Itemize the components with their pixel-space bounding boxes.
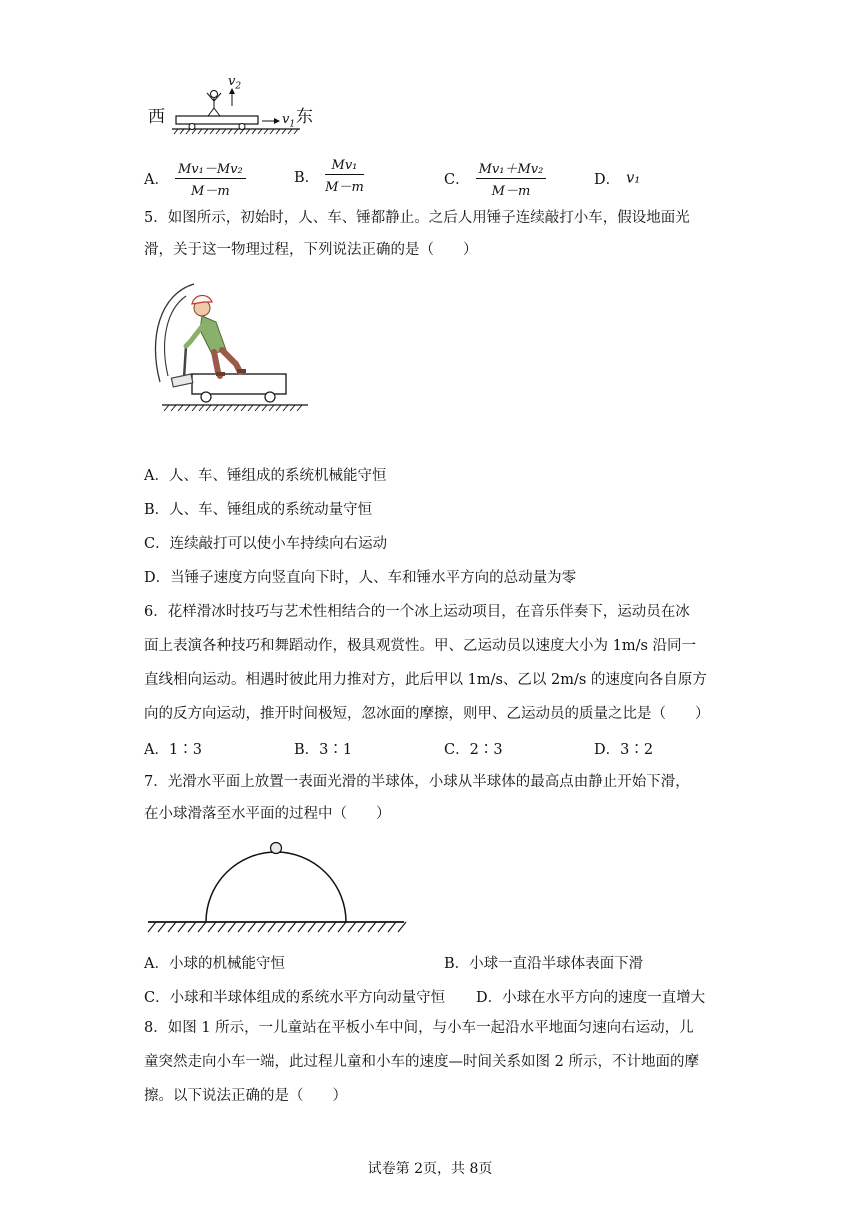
q5-hammer-cart-diagram [146, 280, 316, 415]
q6-option-d[interactable]: D．3∶2 [594, 742, 654, 758]
q5-option-b[interactable]: B．人、车、锤组成的系统动量守恒 [144, 502, 373, 518]
q5-figure [146, 280, 316, 415]
q6-stem-line-1: 6．花样滑冰时技巧与艺术性相结合的一个冰上运动项目，在音乐伴奏下，运动员在冰 [144, 604, 690, 620]
q5-option-c[interactable]: C．连续敲打可以使小车持续向右运动 [144, 536, 388, 552]
q5-stem-line-1: 5．如图所示，初始时，人、车、锤都静止。之后人用锤子连续敲打小车，假设地面光 [144, 210, 690, 226]
q6-stem-line-3: 直线相向运动。相遇时彼此用力推对方，此后甲以 1m/s、乙以 2m/s 的速度向各自原方 [144, 672, 707, 688]
q7-stem-line-2: 在小球滑落至水平面的过程中（ ） [144, 806, 391, 822]
q6-option-b[interactable]: B．3∶1 [294, 742, 353, 758]
q6-option-c[interactable]: C．2∶3 [444, 742, 503, 758]
q4-figure [140, 74, 330, 138]
q7-stem-line-1: 7．光滑水平面上放置一表面光滑的半球体，小球从半球体的最高点由静止开始下滑， [144, 774, 690, 790]
q6-option-a[interactable]: A．1∶3 [144, 742, 202, 758]
q4-option-d[interactable]: D． v₁ [594, 170, 641, 188]
q6-stem-line-4: 向的反方向运动，推开时间极短，忽冰面的摩擦，则甲、乙运动员的质量之比是（ ） [144, 706, 710, 722]
q7-option-b[interactable]: B．小球一直沿半球体表面下滑 [444, 956, 644, 972]
q5-stem-line-2: 滑，关于这一物理过程，下列说法正确的是（ ） [144, 242, 478, 258]
q4-option-b[interactable]: B． $\frac{\text{Mv₁}}{M-m}$ [294, 158, 364, 195]
q4-east-label: 东 [296, 107, 313, 127]
q4-west-label: 西 [148, 107, 165, 127]
q8-stem-line-3: 擦。以下说法正确的是（ ） [144, 1088, 347, 1104]
q4-option-a[interactable]: A． $\frac{\text{Mv₁－Mv₂}}{M-m}$ [144, 158, 246, 199]
q5-option-d[interactable]: D．当锤子速度方向竖直向下时，人、车和锤水平方向的总动量为零 [144, 570, 577, 586]
page-footer: 试卷第 2页，共 8页 [367, 1161, 493, 1177]
q8-stem-line-2: 童突然走向小车一端，此过程儿童和小车的速度—时间关系如图 2 所示，不计地面的摩 [144, 1054, 699, 1070]
q7-option-a[interactable]: A．小球的机械能守恒 [144, 956, 285, 972]
q4-option-c[interactable]: C． $\frac{\text{Mv₁＋Mv₂}}{M-m}$ [444, 158, 546, 199]
q7-option-d[interactable]: D．小球在水平方向的速度一直增大 [476, 990, 706, 1006]
q4-v1-label: $v_1$ [282, 112, 296, 130]
q4-v2-label: $v_2$ [228, 74, 242, 92]
q6-stem-line-2: 面上表演各种技巧和舞蹈动作，极具观赏性。甲、乙运动员以速度大小为 1m/s 沿同一 [144, 638, 697, 654]
q7-figure [144, 838, 408, 940]
q7-hemisphere-diagram [144, 838, 408, 940]
q5-option-a[interactable]: A．人、车、锤组成的系统机械能守恒 [144, 468, 387, 484]
q8-stem-line-1: 8．如图 1 所示，一儿童站在平板小车中间，与小车一起沿水平地面匀速向右运动，儿 [144, 1020, 694, 1036]
q7-option-c[interactable]: C．小球和半球体组成的系统水平方向动量守恒 [144, 990, 446, 1006]
